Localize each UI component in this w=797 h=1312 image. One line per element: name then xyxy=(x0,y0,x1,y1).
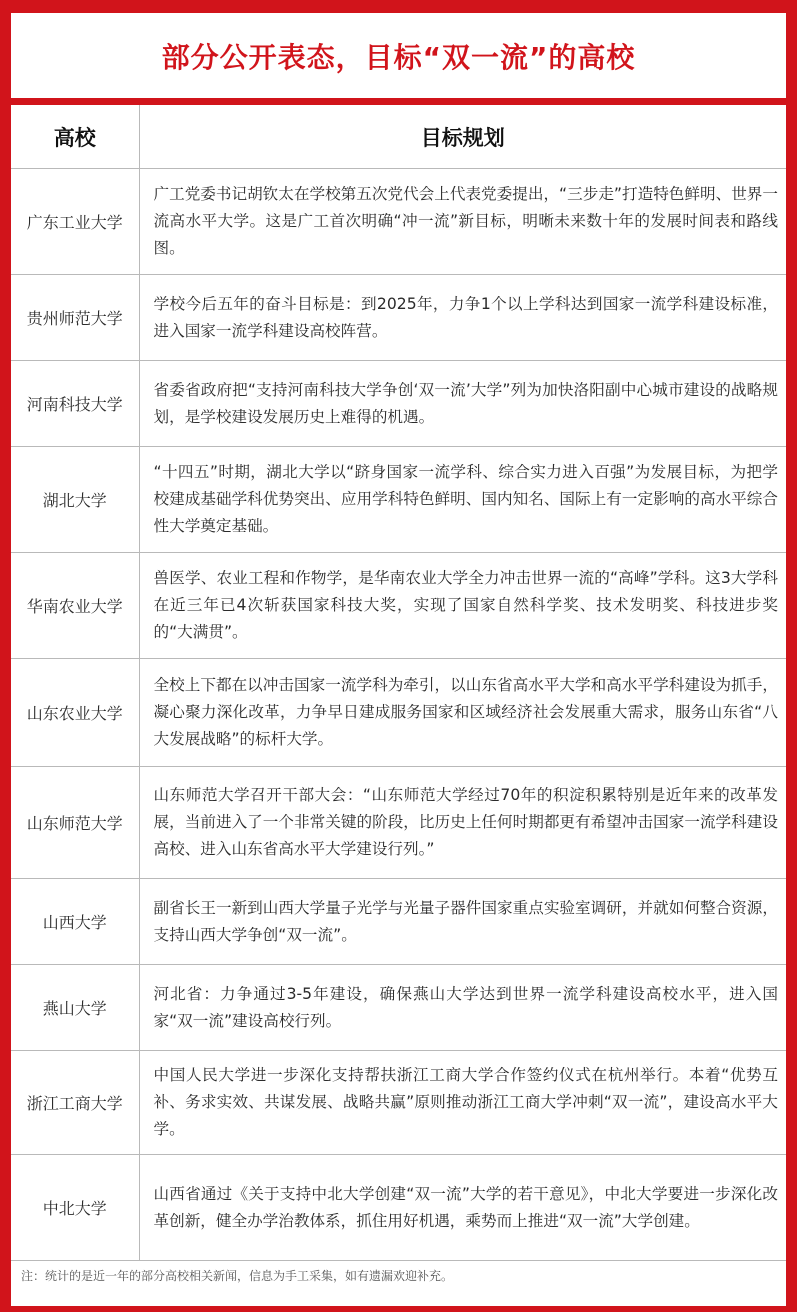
header-plan: 目标规划 xyxy=(139,105,786,169)
school-name: 湖北大学 xyxy=(11,447,139,553)
school-plan: 河北省：力争通过3-5年建设，确保燕山大学达到世界一流学科建设高校水平，进入国家“双一流”建设高校行列。 xyxy=(139,965,786,1051)
table-row xyxy=(11,1155,786,1261)
school-name: 山东农业大学 xyxy=(11,659,139,767)
table-row xyxy=(11,879,786,965)
table-row xyxy=(11,767,786,879)
footnote: 注：统计的是近一年的部分高校相关新闻，信息为手工采集，如有遗漏欢迎补充。 xyxy=(21,1269,454,1283)
school-name: 山西大学 xyxy=(11,879,139,965)
header-school: 高校 xyxy=(11,105,139,169)
school-plan: 山东师范大学召开干部大会：“山东师范大学经过70年的积淀积累特别是近年来的改革发展，当前进入了一个非常关键的阶段，比历史上任何时期都更有希望冲击国家一流学科建设高校、进入山东省高水平大学建设行列。” xyxy=(139,767,786,879)
school-name: 华南农业大学 xyxy=(11,553,139,659)
table-row xyxy=(11,447,786,553)
school-plan: “十四五”时期，湖北大学以“跻身国家一流学科、综合实力进入百强”为发展目标，为把学校建成基础学科优势突出、应用学科特色鲜明、国内知名、国际上有一定影响的高水平综合性大学奠定基础。 xyxy=(139,447,786,553)
school-name: 中北大学 xyxy=(11,1155,139,1261)
school-plan: 广工党委书记胡钦太在学校第五次党代会上代表党委提出，“三步走”打造特色鲜明、世界一流高水平大学。这是广工首次明确“冲一流”新目标，明晰未来数十年的发展时间表和路线图。 xyxy=(139,169,786,275)
table-row xyxy=(11,1051,786,1155)
school-name: 山东师范大学 xyxy=(11,767,139,879)
school-name: 河南科技大学 xyxy=(11,361,139,447)
school-name: 广东工业大学 xyxy=(11,169,139,275)
school-plan: 山西省通过《关于支持中北大学创建“双一流”大学的若干意见》，中北大学要进一步深化改革创新，健全办学治教体系，抓住用好机遇，乘势而上推进“双一流”大学创建。 xyxy=(139,1155,786,1261)
school-plan: 副省长王一新到山西大学量子光学与光量子器件国家重点实验室调研，并就如何整合资源，支持山西大学争创“双一流”。 xyxy=(139,879,786,965)
table-row xyxy=(11,361,786,447)
school-name: 贵州师范大学 xyxy=(11,275,139,361)
school-plan: 兽医学、农业工程和作物学，是华南农业大学全力冲击世界一流的“高峰”学科。这3大学科在近三年已4次斩获国家科技大奖，实现了国家自然科学奖、技术发明奖、科技进步奖的“大满贯”。 xyxy=(139,553,786,659)
table-row xyxy=(11,659,786,767)
school-table xyxy=(11,105,786,1261)
table-row xyxy=(11,275,786,361)
table-row xyxy=(11,553,786,659)
school-plan: 学校今后五年的奋斗目标是：到2025年，力争1个以上学科达到国家一流学科建设标准，进入国家一流学科建设高校阵营。 xyxy=(139,275,786,361)
school-name: 燕山大学 xyxy=(11,965,139,1051)
school-name: 浙江工商大学 xyxy=(11,1051,139,1155)
table-header-row xyxy=(11,105,786,169)
table-row xyxy=(11,169,786,275)
page-title: 部分公开表态，目标“双一流”的高校 xyxy=(11,13,786,105)
school-plan: 省委省政府把“支持河南科技大学争创‘双一流’大学”列为加快洛阳副中心城市建设的战略规划，是学校建设发展历史上难得的机遇。 xyxy=(139,361,786,447)
school-plan: 全校上下都在以冲击国家一流学科为牵引，以山东省高水平大学和高水平学科建设为抓手，凝心聚力深化改革，力争早日建成服务国家和区域经济社会发展重大需求，服务山东省“八大发展战略”的标杆大学。 xyxy=(139,659,786,767)
school-plan: 中国人民大学进一步深化支持帮扶浙江工商大学合作签约仪式在杭州举行。本着“优势互补、务求实效、共谋发展、战略共赢”原则推动浙江工商大学冲刺“双一流”，建设高水平大学。 xyxy=(139,1051,786,1155)
table-row xyxy=(11,965,786,1051)
